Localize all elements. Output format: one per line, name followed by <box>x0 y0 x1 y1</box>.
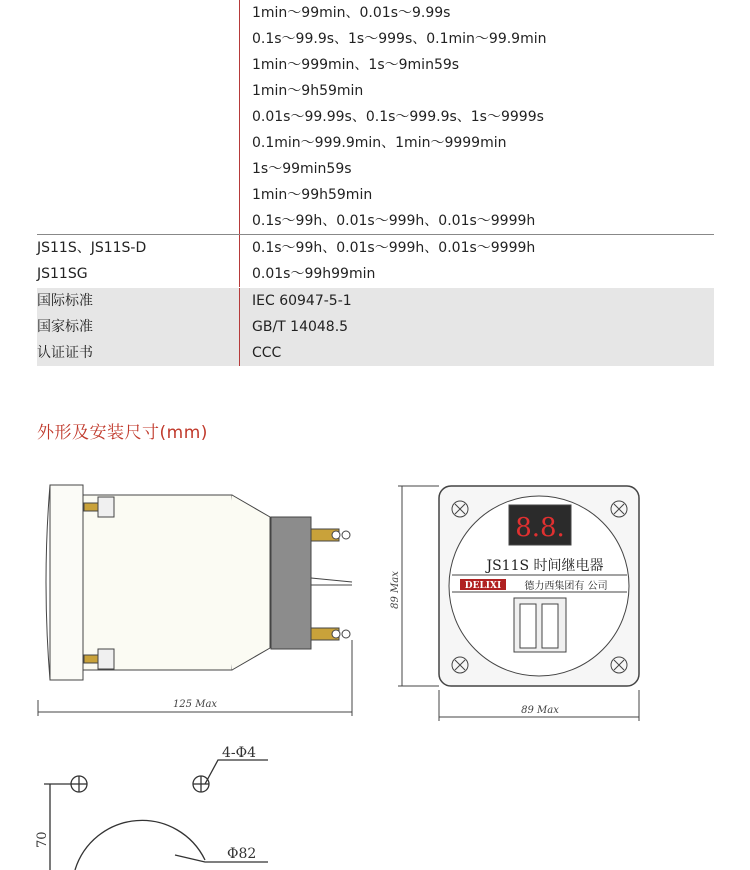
row-label: JS11S、JS11S-D <box>37 235 240 261</box>
brand-logo: DELIXI <box>464 581 502 591</box>
side-dim-label: 125 Max <box>172 699 218 710</box>
row-value: CCC <box>252 345 282 361</box>
range-value: 0.01s～99.99s、0.1s～999.9s、1s～9999s <box>252 109 544 125</box>
row-value: GB/T 14048.5 <box>252 319 349 335</box>
range-value: 1min～999min、1s～9min59s <box>252 57 460 73</box>
vertical-dim-label: 70 <box>35 831 50 848</box>
side-view-drawing <box>38 485 352 716</box>
row-label: 认证证书 <box>37 340 240 366</box>
company-label: 德力西集团有 公司 <box>524 581 608 592</box>
section-title: 外形及安装尺寸(mm) <box>37 423 208 443</box>
range-value: 1min～9h59min <box>252 83 364 99</box>
row-label: JS11SG <box>37 261 240 287</box>
device-name-label: JS11S 时间继电器 <box>486 558 604 574</box>
row-value: IEC 60947-5-1 <box>252 293 352 309</box>
row-label: 国际标准 <box>37 288 240 314</box>
front-width-dim-label: 89 Max <box>521 705 559 716</box>
row-label: 国家标准 <box>37 314 240 340</box>
row-value: 0.01s～99h99min <box>252 266 376 282</box>
front-height-dim-label: 89 Max <box>390 571 401 609</box>
holes-label: 4-Φ4 <box>222 745 257 761</box>
range-value: 0.1s～99h、0.01s～999h、0.01s～9999h <box>252 213 536 229</box>
range-value: 0.1min～999.9min、1min～9999min <box>252 135 507 151</box>
range-value: 1min～99min、0.01s～9.99s <box>252 5 451 21</box>
range-value: 1s～99min59s <box>252 161 352 177</box>
range-value: 0.1s～99.9s、1s～999s、0.1min～99.9min <box>252 31 547 47</box>
display-digits: 8.8. <box>515 513 565 543</box>
range-value: 1min～99h59min <box>252 187 373 203</box>
row-value: 0.1s～99h、0.01s～999h、0.01s～9999h <box>252 240 536 256</box>
circle-diameter-label: Φ82 <box>227 846 257 862</box>
